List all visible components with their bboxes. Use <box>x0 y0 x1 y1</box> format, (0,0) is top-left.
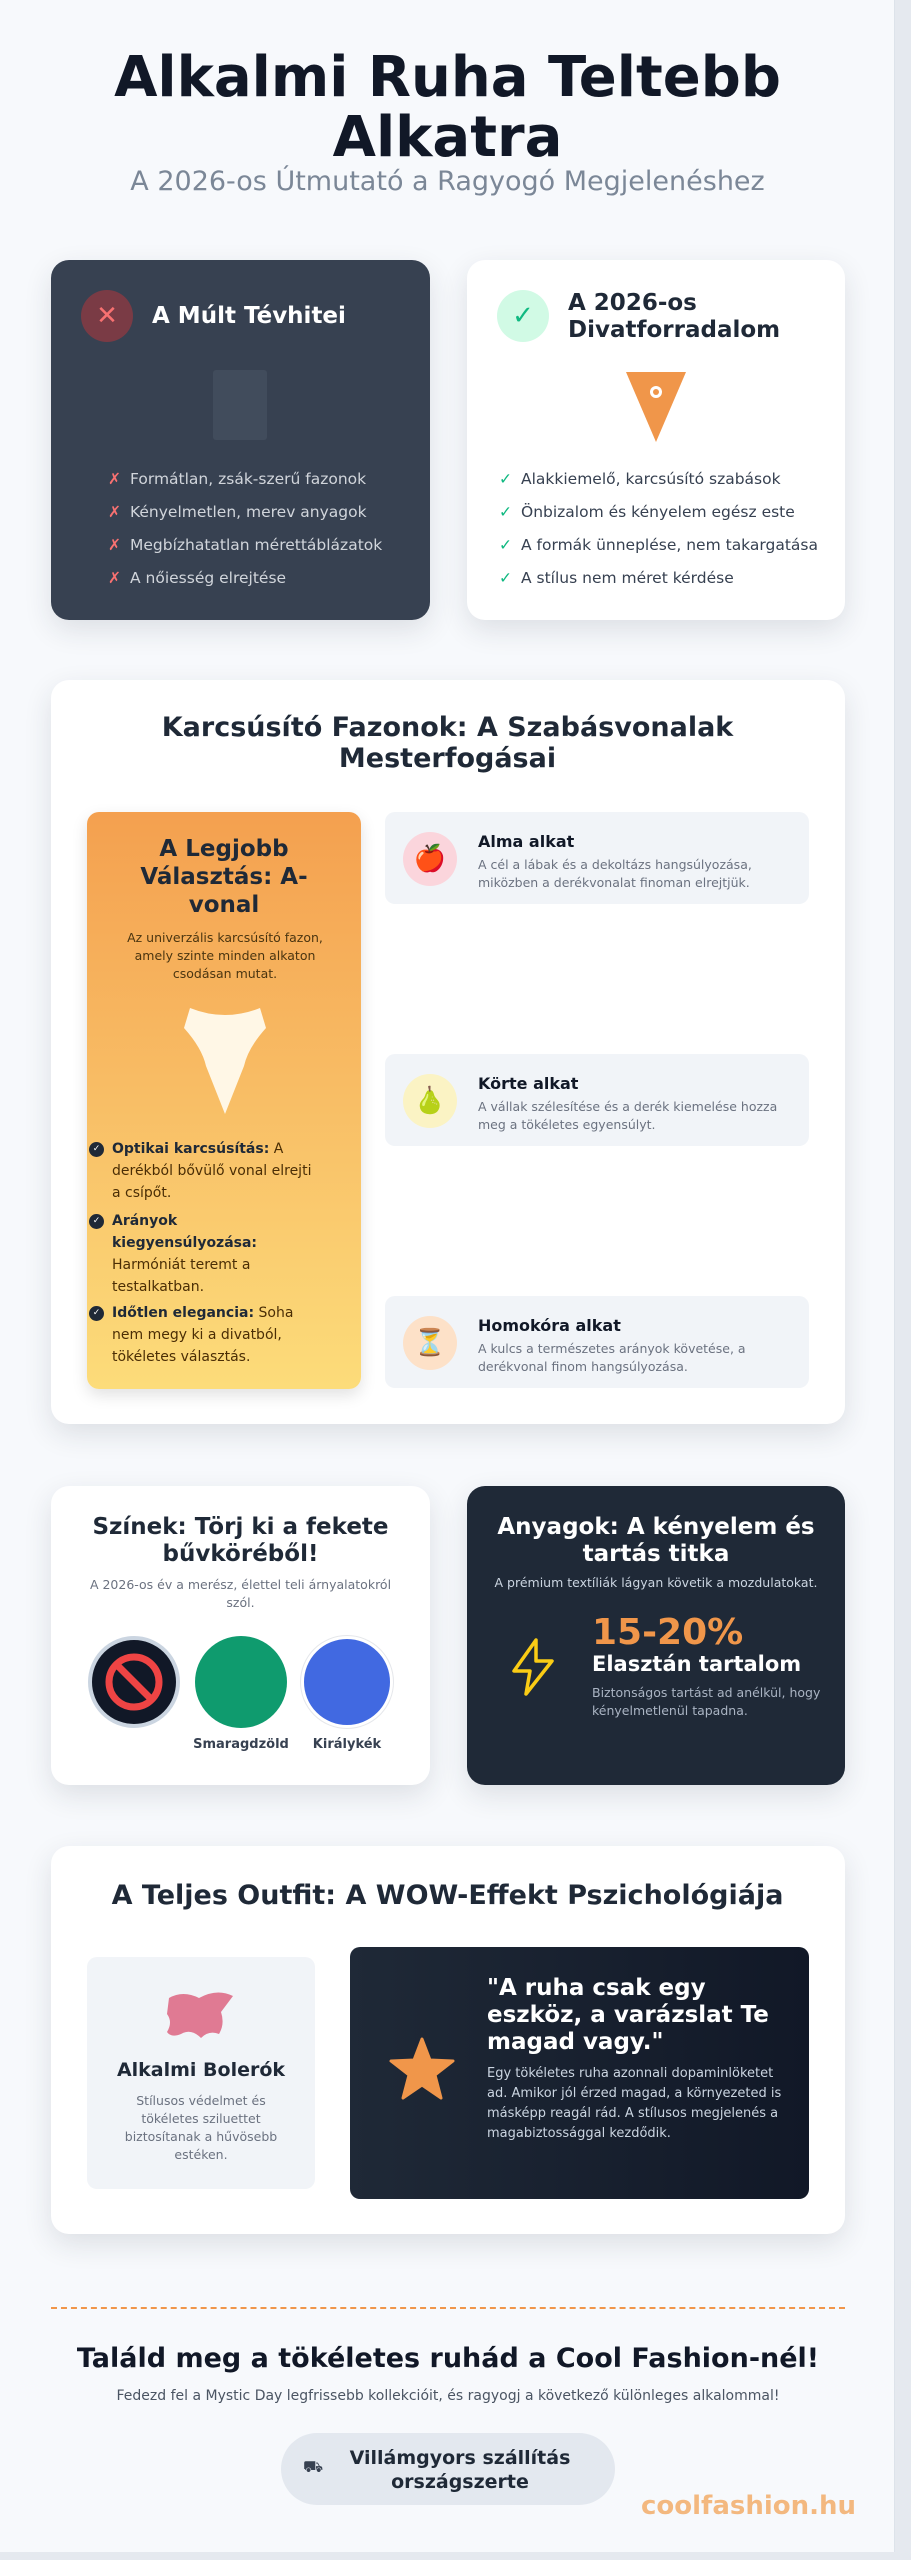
list-item: ✗ A nőiesség elrejtése <box>108 569 287 587</box>
a-line-dress-icon <box>182 1004 268 1116</box>
colors-title: Színek: Törj ki a fekete bűvköréből! <box>92 1514 389 1567</box>
pear-icon: 🍐 <box>403 1074 457 1128</box>
elastane-label: Elasztán tartalom <box>592 1652 802 1676</box>
bolero-title: Alkalmi Bolerók <box>116 2059 286 2081</box>
quote-title: "A ruha csak egy eszköz, a varázslat Te magad vagy." <box>487 1975 769 2055</box>
swatch-label: Királykék <box>312 1737 382 1752</box>
emerald-swatch <box>195 1636 287 1728</box>
body-type-title: Alma alkat <box>478 832 575 851</box>
list-item: ✓ A stílus nem méret kérdése <box>499 569 734 587</box>
past-myths-card <box>51 260 430 620</box>
page-title: Alkalmi Ruha Teltebb Alkatra <box>114 45 781 170</box>
list-item: ✗ Kényelmetlen, merev anyagok <box>108 503 367 521</box>
body-type-desc: A kulcs a természetes arányok követése, a derékvonal finom hangsúlyozása. <box>478 1341 746 1374</box>
shipping-button[interactable] <box>281 2433 615 2505</box>
body-type-hourglass <box>385 1296 809 1388</box>
dress-icon <box>623 370 689 444</box>
body-type-desc: A vállak szélesítése és a derék kiemelése hozza meg a tökéletes egyensúlyt. <box>478 1099 778 1132</box>
star-icon <box>388 2036 456 2104</box>
check-bullet-icon: ✓ <box>89 1214 104 1229</box>
feature-item: ✓ Arányok kiegyensúlyozása: Harmóniát teremt a testalkatban. <box>112 1210 322 1298</box>
future-list <box>499 463 818 595</box>
past-list <box>108 463 382 595</box>
future-title: A 2026-os Divatforradalom <box>568 290 781 343</box>
elastane-value: 15-20% <box>592 1612 744 1653</box>
lightning-icon <box>506 1637 560 1697</box>
body-type-pear <box>385 1054 809 1146</box>
cta-title: Találd meg a tökéletes ruhád a Cool Fashion-nél! <box>76 2343 820 2374</box>
dress-placeholder-icon <box>213 370 267 440</box>
quote-text: Egy tökéletes ruha azonnali dopaminlöketet ad. Amikor jól érzed magad, a környezeted is másképp reagál rád. A stílusos megjelenés a magabiztossággal kezdődik. <box>487 2066 782 2141</box>
bolero-icon <box>161 1986 237 2052</box>
hourglass-icon: ⏳ <box>403 1316 457 1370</box>
revolution-card <box>467 260 845 620</box>
check-bullet-icon: ✓ <box>89 1142 104 1157</box>
divider <box>51 2307 845 2309</box>
outfit-title: A Teljes Outfit: A WOW-Effekt Pszichológiája <box>111 1880 784 1911</box>
cta-desc: Fedezd fel a Mystic Day legfrissebb kollekcióit, és ragyogj a következő különleges alkalommal! <box>116 2388 780 2404</box>
check-bullet-icon: ✓ <box>89 1306 104 1321</box>
feature-item: ✓ Időtlen elegancia: Soha nem megy ki a divatból, tökéletes választás. <box>112 1302 322 1368</box>
truck-icon: ⛟ <box>303 2457 324 2476</box>
x-icon: ✕ <box>81 290 133 342</box>
colors-desc: A 2026-os év a merész, élettel teli árnyalatokról szól. <box>89 1577 392 1610</box>
best-choice-desc: Az univerzális karcsúsító fazon, amely szinte minden alkaton csodásan mutat. <box>127 930 323 981</box>
body-type-desc: A cél a lábak és a dekoltázs hangsúlyozása, miközben a derékvonalat finoman elrejtjük. <box>478 857 752 890</box>
brand-url[interactable]: coolfashion.hu <box>641 2491 857 2521</box>
body-type-title: Körte alkat <box>478 1074 579 1093</box>
materials-title: Anyagok: A kényelem és tartás titka <box>497 1514 815 1567</box>
royal-blue-swatch <box>301 1636 393 1728</box>
list-item: ✗ Megbízhatatlan mérettáblázatok <box>108 536 383 554</box>
shipping-button-label: Villámgyors szállítás országszerte <box>349 2447 571 2493</box>
silhouettes-title: Karcsúsító Fazonok: A Szabásvonalak Mesterfogásai <box>161 712 734 774</box>
past-title: A Múlt Tévhitei <box>152 303 346 329</box>
materials-desc: A prémium textíliák lágyan követik a mozdulatokat. <box>494 1575 818 1590</box>
check-icon: ✓ <box>497 290 549 342</box>
best-choice-title: A Legjobb Választás: A-vonal <box>140 836 308 918</box>
body-type-apple <box>385 812 809 904</box>
prohibited-icon <box>92 1640 176 1724</box>
body-type-title: Homokóra alkat <box>478 1316 621 1335</box>
apple-icon: 🍎 <box>403 832 457 886</box>
bolero-desc: Stílusos védelmet és tökéletes sziluettet biztosítanak a hűvösebb estéken. <box>124 2093 278 2162</box>
feature-item: ✓ Optikai karcsúsítás: A derékból bővülő vonal elrejti a csípőt. <box>112 1138 322 1204</box>
page-subtitle: A 2026-os Útmutató a Ragyogó Megjelenéshez <box>130 166 765 197</box>
elastane-note: Biztonságos tartást ad anélkül, hogy kényelmetlenül tapadna. <box>592 1685 821 1718</box>
swatch-label: Smaragdzöld <box>193 1737 289 1752</box>
list-item: ✓ Alakkiemelő, karcsúsító szabások <box>499 470 781 488</box>
black-swatch <box>88 1636 180 1728</box>
list-item: ✓ A formák ünneplése, nem takargatása <box>499 536 818 554</box>
list-item: ✗ Formátlan, zsák-szerű fazonok <box>108 470 367 488</box>
list-item: ✓ Önbizalom és kényelem egész este <box>499 503 795 521</box>
